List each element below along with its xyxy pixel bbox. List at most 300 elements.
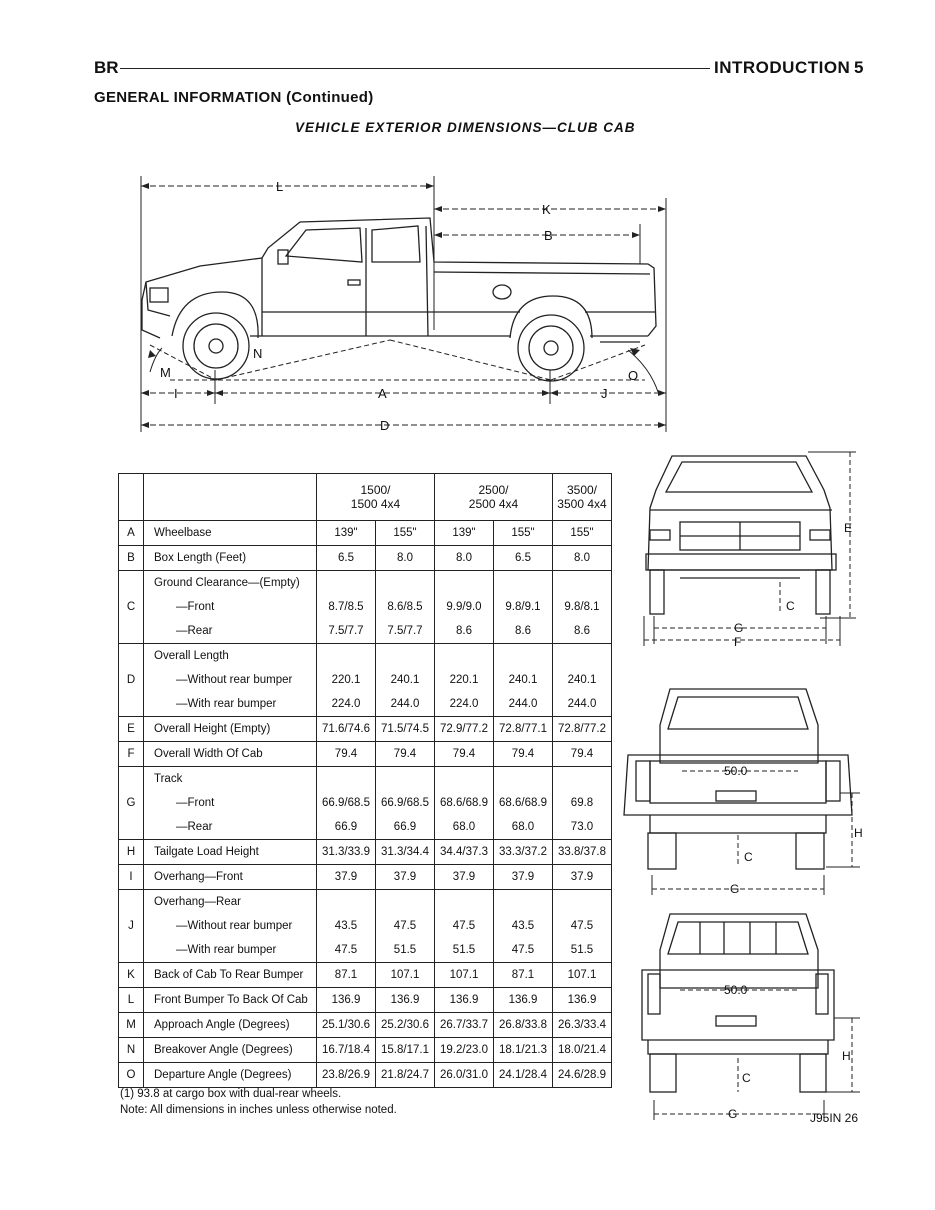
label-J: J <box>601 386 608 401</box>
row-value <box>435 521 494 546</box>
row-value <box>494 767 553 840</box>
row-value <box>553 571 612 644</box>
row-letter: A <box>119 521 144 546</box>
row-value-line: 26.3/33.4 <box>558 1019 606 1031</box>
row-value-line: 87.1 <box>334 969 358 981</box>
row-value-line <box>494 571 552 595</box>
row-value-line: 139" <box>452 527 476 539</box>
row-letter: N <box>119 1038 144 1063</box>
row-value <box>494 840 553 865</box>
row-value-line: 9.8/8.1 <box>564 601 600 613</box>
table-row <box>119 571 612 644</box>
front-view-diagram <box>620 440 865 650</box>
row-description-line: Overall Length <box>154 650 229 662</box>
row-value <box>376 963 435 988</box>
row-value-line: 16.7/18.4 <box>322 1044 370 1056</box>
row-value <box>317 1063 376 1088</box>
row-value <box>317 767 376 840</box>
row-value-line: 15.8/17.1 <box>381 1044 429 1056</box>
row-value-line: 47.5 <box>570 920 594 932</box>
row-value <box>494 1063 553 1088</box>
row-value <box>376 1013 435 1038</box>
row-value <box>435 1013 494 1038</box>
row-value <box>317 717 376 742</box>
rear1-label-G: G <box>730 882 740 896</box>
row-value-line: 66.9/68.5 <box>381 797 429 809</box>
row-value-line: 37.9 <box>511 871 535 883</box>
row-description-line: Overhang—Front <box>154 871 243 883</box>
row-value-line: 8.6 <box>515 625 531 637</box>
row-value-line: 51.5 <box>393 944 417 956</box>
row-value-line: 25.1/30.6 <box>322 1019 370 1031</box>
row-value-line: 37.9 <box>393 871 417 883</box>
row-description-line: Overall Width Of Cab <box>154 748 263 760</box>
model-header <box>317 474 435 521</box>
row-letter: O <box>119 1063 144 1088</box>
row-value <box>376 840 435 865</box>
row-value-line: 47.5 <box>393 920 417 932</box>
row-value-line <box>317 571 375 595</box>
row-value <box>553 840 612 865</box>
row-value-line: 72.8/77.2 <box>558 723 606 735</box>
model-header-line1: 2500/ <box>478 483 509 497</box>
table-row <box>119 767 612 840</box>
rear-view-diagram-2 <box>620 910 865 1125</box>
row-value <box>435 571 494 644</box>
row-value-line: 71.6/74.6 <box>322 723 370 735</box>
row-value-line: 26.7/33.7 <box>440 1019 488 1031</box>
row-value <box>553 1038 612 1063</box>
model-header-line2: 3500 4x4 <box>557 497 607 511</box>
label-K: K <box>542 202 551 217</box>
row-value-line: 7.5/7.7 <box>328 625 364 637</box>
row-value-line: 69.8 <box>570 797 594 809</box>
row-letter: E <box>119 717 144 742</box>
row-value-line: 8.6/8.5 <box>387 601 423 613</box>
table-row <box>119 742 612 767</box>
row-value-line: 33.3/37.2 <box>499 846 547 858</box>
row-value-line: 43.5 <box>511 920 535 932</box>
model-header-line2: 1500 4x4 <box>350 497 401 511</box>
table-header-row <box>119 474 612 521</box>
dimensions-table <box>118 473 612 1088</box>
row-value-line: 26.0/31.0 <box>440 1069 488 1081</box>
row-value-line: 244.0 <box>567 698 597 710</box>
header-chapter-title: INTRODUCTION <box>714 58 851 77</box>
row-value-line: 7.5/7.7 <box>387 625 423 637</box>
row-value-line: 136.9 <box>508 994 538 1006</box>
row-value-line: 51.5 <box>570 944 594 956</box>
section-title: GENERAL INFORMATION (Continued) <box>94 89 374 106</box>
row-value-line: 68.6/68.9 <box>440 797 488 809</box>
row-letter: M <box>119 1013 144 1038</box>
row-value <box>494 742 553 767</box>
row-value-line <box>435 767 493 791</box>
row-value-line <box>494 890 552 914</box>
row-description <box>144 521 317 546</box>
row-description <box>144 717 317 742</box>
row-letter: D <box>119 644 144 717</box>
row-value-line <box>494 644 552 668</box>
row-value-line: 18.1/21.3 <box>499 1044 547 1056</box>
row-value-line: 79.4 <box>393 748 417 760</box>
row-value <box>376 521 435 546</box>
row-value-line: 43.5 <box>334 920 358 932</box>
row-value-line: 66.9 <box>393 821 417 833</box>
row-value-line: 8.0 <box>456 552 472 564</box>
row-value-line: 19.2/23.0 <box>440 1044 488 1056</box>
row-value-line: 47.5 <box>452 920 476 932</box>
row-value <box>435 644 494 717</box>
rear2-label-C: C <box>742 1071 751 1085</box>
row-value-line: 68.0 <box>452 821 476 833</box>
row-value-line <box>376 890 434 914</box>
row-value <box>435 963 494 988</box>
row-value-line: 87.1 <box>511 969 535 981</box>
row-description-line: —Without rear bumper <box>176 674 293 686</box>
row-letter: H <box>119 840 144 865</box>
label-M: M <box>160 365 171 380</box>
row-value <box>553 865 612 890</box>
row-value-line: 47.5 <box>334 944 358 956</box>
row-value <box>376 988 435 1013</box>
row-value <box>494 571 553 644</box>
row-value-line: 21.8/24.7 <box>381 1069 429 1081</box>
row-value <box>435 840 494 865</box>
row-value-line <box>317 644 375 668</box>
row-value-line: 240.1 <box>390 674 420 686</box>
row-value <box>435 1038 494 1063</box>
row-letter: K <box>119 963 144 988</box>
row-value <box>317 546 376 571</box>
row-description-line: —Rear <box>176 821 213 833</box>
row-value-line: 26.8/33.8 <box>499 1019 547 1031</box>
row-value <box>435 742 494 767</box>
row-value-line: 37.9 <box>334 871 358 883</box>
row-value <box>494 644 553 717</box>
model-header-line1: 1500/ <box>360 483 391 497</box>
row-value-line: 18.0/21.4 <box>558 1044 606 1056</box>
row-value <box>435 717 494 742</box>
rear1-label-width: 50.0 <box>724 764 748 778</box>
front-label-E: E <box>844 521 853 535</box>
row-description <box>144 571 317 644</box>
row-value <box>553 1013 612 1038</box>
row-value-line: 136.9 <box>331 994 361 1006</box>
label-A: A <box>378 386 387 401</box>
table-row <box>119 890 612 963</box>
row-value <box>317 571 376 644</box>
row-value-line: 136.9 <box>449 994 479 1006</box>
row-value-line: 220.1 <box>449 674 479 686</box>
table-row <box>119 865 612 890</box>
row-letter: C <box>119 571 144 644</box>
row-value <box>317 890 376 963</box>
row-value-line: 33.8/37.8 <box>558 846 606 858</box>
row-value <box>376 717 435 742</box>
row-value <box>494 890 553 963</box>
row-value <box>553 742 612 767</box>
row-value-line: 6.5 <box>515 552 531 564</box>
table-row <box>119 963 612 988</box>
row-value <box>317 1013 376 1038</box>
row-letter: I <box>119 865 144 890</box>
row-description-line: Overall Height (Empty) <box>154 723 271 735</box>
row-letter: J <box>119 890 144 963</box>
model-header <box>553 474 612 521</box>
row-value <box>376 644 435 717</box>
model-header-line2: 2500 4x4 <box>468 497 519 511</box>
row-value-line: 139" <box>334 527 358 539</box>
row-value <box>376 767 435 840</box>
row-value <box>553 521 612 546</box>
row-value-line: 155" <box>511 527 535 539</box>
table-row <box>119 840 612 865</box>
page-number: 5 <box>854 58 864 77</box>
row-description <box>144 742 317 767</box>
row-value <box>435 1063 494 1088</box>
row-value <box>553 717 612 742</box>
row-value-line: 51.5 <box>452 944 476 956</box>
row-value <box>553 1063 612 1088</box>
row-value-line <box>553 767 611 791</box>
row-value <box>317 521 376 546</box>
row-value <box>435 890 494 963</box>
row-description <box>144 546 317 571</box>
row-description-line: Overhang—Rear <box>154 896 241 908</box>
rear1-label-C: C <box>744 850 753 864</box>
row-value <box>494 521 553 546</box>
rear2-label-G: G <box>728 1107 738 1121</box>
row-value-line: 23.8/26.9 <box>322 1069 370 1081</box>
row-value <box>317 865 376 890</box>
row-value <box>376 546 435 571</box>
row-value <box>376 742 435 767</box>
front-label-G: G <box>734 621 744 635</box>
row-value-line: 136.9 <box>390 994 420 1006</box>
row-value-line: 37.9 <box>452 871 476 883</box>
table-row <box>119 1013 612 1038</box>
label-I: I <box>174 386 178 401</box>
row-value <box>494 717 553 742</box>
row-value-line: 66.9 <box>334 821 358 833</box>
row-value-line <box>553 644 611 668</box>
label-N: N <box>253 346 263 361</box>
front-label-C: C <box>786 599 795 613</box>
row-value-line: 136.9 <box>567 994 597 1006</box>
table-row <box>119 521 612 546</box>
row-value <box>494 963 553 988</box>
row-value-line <box>435 644 493 668</box>
row-description-line: Back of Cab To Rear Bumper <box>154 969 304 981</box>
row-description-line: Breakover Angle (Degrees) <box>154 1044 293 1056</box>
row-letter: F <box>119 742 144 767</box>
row-description-line: —With rear bumper <box>176 698 277 710</box>
row-value-line: 71.5/74.5 <box>381 723 429 735</box>
row-value-line: 79.4 <box>511 748 535 760</box>
row-value-line <box>553 571 611 595</box>
row-value <box>435 865 494 890</box>
header-empty-desc <box>144 474 317 521</box>
row-description-line: Ground Clearance—(Empty) <box>154 577 300 589</box>
rear2-label-H: H <box>842 1049 851 1063</box>
row-value-line: 73.0 <box>570 821 594 833</box>
row-value-line: 24.6/28.9 <box>558 1069 606 1081</box>
row-value-line: 107.1 <box>449 969 479 981</box>
row-value <box>494 1013 553 1038</box>
row-value-line: 8.7/8.5 <box>328 601 364 613</box>
row-value-line: 66.9/68.5 <box>322 797 370 809</box>
row-value-line <box>553 890 611 914</box>
row-value <box>376 865 435 890</box>
row-description <box>144 890 317 963</box>
footnote-1: (1) 93.8 at cargo box with dual-rear wheels. <box>120 1088 342 1100</box>
row-value <box>317 988 376 1013</box>
row-description-line: Front Bumper To Back Of Cab <box>154 994 308 1006</box>
row-letter: B <box>119 546 144 571</box>
row-value-line: 220.1 <box>331 674 361 686</box>
label-O: O <box>628 368 639 383</box>
front-label-F: F <box>734 635 742 649</box>
row-description <box>144 1038 317 1063</box>
row-value <box>553 546 612 571</box>
row-value-line: 224.0 <box>331 698 361 710</box>
row-description-line: Box Length (Feet) <box>154 552 247 564</box>
truck-side-outline <box>142 218 656 342</box>
row-value <box>317 742 376 767</box>
row-value <box>494 988 553 1013</box>
row-value-line: 240.1 <box>567 674 597 686</box>
row-description <box>144 988 317 1013</box>
row-value-line: 244.0 <box>390 698 420 710</box>
label-L: L <box>276 179 284 194</box>
row-description-line: —Without rear bumper <box>176 920 293 932</box>
row-value-line: 31.3/33.9 <box>322 846 370 858</box>
row-value-line: 155" <box>393 527 417 539</box>
row-value <box>317 1038 376 1063</box>
row-description <box>144 1063 317 1088</box>
rear2-label-width: 50.0 <box>724 983 748 997</box>
row-value-line <box>435 571 493 595</box>
row-value <box>435 546 494 571</box>
row-value-line: 8.6 <box>456 625 472 637</box>
row-value <box>376 1038 435 1063</box>
row-value-line: 6.5 <box>338 552 354 564</box>
row-value-line: 25.2/30.6 <box>381 1019 429 1031</box>
row-description-line: —Front <box>176 797 215 809</box>
table-row <box>119 644 612 717</box>
row-value-line: 72.9/77.2 <box>440 723 488 735</box>
label-D: D <box>380 418 390 433</box>
row-description-line: Tailgate Load Height <box>154 846 259 858</box>
row-value-line: 37.9 <box>570 871 594 883</box>
row-value-line: 8.6 <box>574 625 590 637</box>
row-value-line <box>376 644 434 668</box>
row-description-line: Track <box>154 773 183 785</box>
row-value-line: 68.0 <box>511 821 535 833</box>
header-section-code: BR <box>94 58 119 77</box>
row-letter: G <box>119 767 144 840</box>
row-value-line: 47.5 <box>511 944 535 956</box>
row-value-line: 72.8/77.1 <box>499 723 547 735</box>
row-value-line: 31.3/34.4 <box>381 846 429 858</box>
table-row <box>119 546 612 571</box>
row-value-line <box>376 767 434 791</box>
row-value-line: 79.4 <box>452 748 476 760</box>
table-row <box>119 1038 612 1063</box>
row-value-line <box>317 767 375 791</box>
model-header-line1: 3500/ <box>566 483 598 497</box>
row-value <box>494 865 553 890</box>
row-description-line: Departure Angle (Degrees) <box>154 1069 292 1081</box>
row-value <box>553 890 612 963</box>
row-value <box>376 571 435 644</box>
model-header <box>435 474 553 521</box>
row-value-line: 79.4 <box>570 748 594 760</box>
row-value-line: 68.6/68.9 <box>499 797 547 809</box>
row-description <box>144 644 317 717</box>
row-value <box>317 644 376 717</box>
row-description <box>144 963 317 988</box>
row-value-line <box>376 571 434 595</box>
side-view-diagram <box>0 0 935 460</box>
row-description <box>144 865 317 890</box>
row-value-line: 9.9/9.0 <box>446 601 482 613</box>
row-value <box>376 890 435 963</box>
footnote-2: Note: All dimensions in inches unless otherwise noted. <box>120 1104 397 1116</box>
row-description <box>144 1013 317 1038</box>
row-description-line: —With rear bumper <box>176 944 277 956</box>
table-row <box>119 717 612 742</box>
row-letter: L <box>119 988 144 1013</box>
rear1-label-H: H <box>854 826 863 840</box>
row-value-line: 24.1/28.4 <box>499 1069 547 1081</box>
row-description-line: Wheelbase <box>154 527 212 539</box>
row-value-line <box>435 890 493 914</box>
rear-view-diagram-1 <box>620 685 865 900</box>
figure-title: VEHICLE EXTERIOR DIMENSIONS—CLUB CAB <box>295 120 636 135</box>
row-value-line <box>317 890 375 914</box>
table-row <box>119 1063 612 1088</box>
row-value <box>553 963 612 988</box>
row-value-line <box>494 767 552 791</box>
row-value <box>553 988 612 1013</box>
row-value <box>494 1038 553 1063</box>
row-value <box>553 644 612 717</box>
row-value <box>376 1063 435 1088</box>
table-row <box>119 988 612 1013</box>
row-value <box>317 963 376 988</box>
row-value-line: 224.0 <box>449 698 479 710</box>
row-value-line: 8.0 <box>574 552 590 564</box>
truck-wheels <box>183 313 584 381</box>
row-description <box>144 840 317 865</box>
row-value <box>317 840 376 865</box>
row-description-line: —Rear <box>176 625 213 637</box>
figure-id: J95IN 26 <box>810 1111 859 1125</box>
row-value <box>435 767 494 840</box>
row-value-line: 8.0 <box>397 552 413 564</box>
row-value-line: 34.4/37.3 <box>440 846 488 858</box>
row-value-line: 240.1 <box>508 674 538 686</box>
row-description <box>144 767 317 840</box>
row-value-line: 107.1 <box>390 969 420 981</box>
row-value <box>494 546 553 571</box>
row-value <box>435 988 494 1013</box>
header-empty-letter <box>119 474 144 521</box>
row-description-line: Approach Angle (Degrees) <box>154 1019 290 1031</box>
row-value-line: 107.1 <box>567 969 597 981</box>
